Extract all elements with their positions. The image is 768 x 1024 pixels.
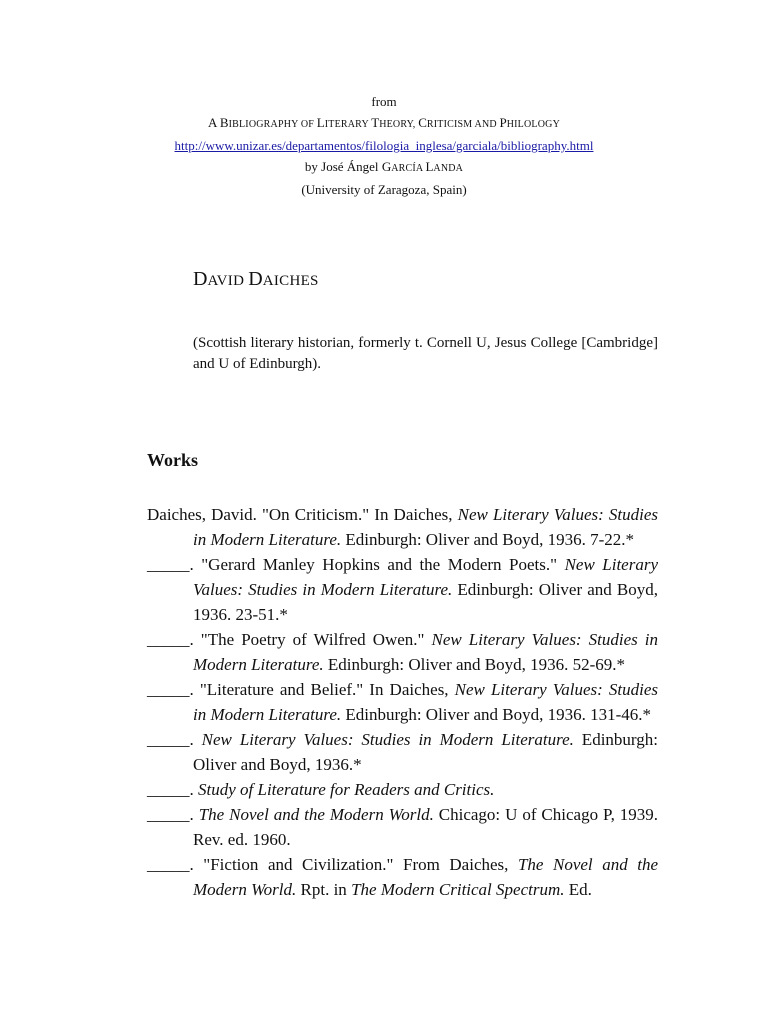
affiliation: (University of Zaragoza, Spain) <box>301 182 467 197</box>
from-label: from <box>371 94 397 109</box>
bibliography-entry: Daiches, David. "On Criticism." In Daiches, New Literary Values: Studies in Modern Literature. Edinburgh: Oliver and Boyd, 1936. 7-22.* <box>147 505 658 549</box>
bibliography-entry: _____. "Fiction and Civilization." From Daiches, The Novel and the Modern World. Rpt. in The Modern Critical Spectrum. Ed. <box>147 855 658 899</box>
bibliography-entry: _____. "Gerard Manley Hopkins and the Modern Poets." New Literary Values: Studies in Modern Literature. Edinburgh: Oliver and Boyd, 1936. 23-51.* <box>147 555 659 624</box>
bibliography-title: A BIBLIOGRAPHY OF LITERARY THEORY, CRITICISM AND PHILOLOGY <box>207 115 560 130</box>
bibliography-entry: _____. New Literary Values: Studies in Modern Literature. Edinburgh: Oliver and Boyd, 1936.* <box>147 730 658 774</box>
document-header <box>0 91 768 200</box>
subject-name-heading: DAVID DAICHES <box>193 268 319 290</box>
bibliography-entry: _____. The Novel and the Modern World. Chicago: U of Chicago P, 1939. Rev. ed. 1960. <box>147 805 659 849</box>
bibliography-entry: _____. Study of Literature for Readers and Critics. <box>147 780 495 799</box>
bibliography-url-link[interactable]: http://www.unizar.es/departamentos/filologia_inglesa/garciala/bibliography.html <box>174 138 594 153</box>
bibliography-entry: _____. "Literature and Belief." In Daiches, New Literary Values: Studies in Modern Literature. Edinburgh: Oliver and Boyd, 1936. 131-46.* <box>147 680 658 724</box>
works-heading: Works <box>147 450 199 470</box>
author-credit: by José Ángel GARCÍA LANDA <box>304 159 464 174</box>
subject-description: (Scottish literary historian, formerly t. Cornell U, Jesus College [Cambridge] and U of Edinburgh). <box>193 335 658 372</box>
bibliography-entry: _____. "The Poetry of Wilfred Owen." New Literary Values: Studies in Modern Literature. Edinburgh: Oliver and Boyd, 1936. 52-69.* <box>147 630 658 674</box>
bibliography-entries <box>147 502 658 902</box>
